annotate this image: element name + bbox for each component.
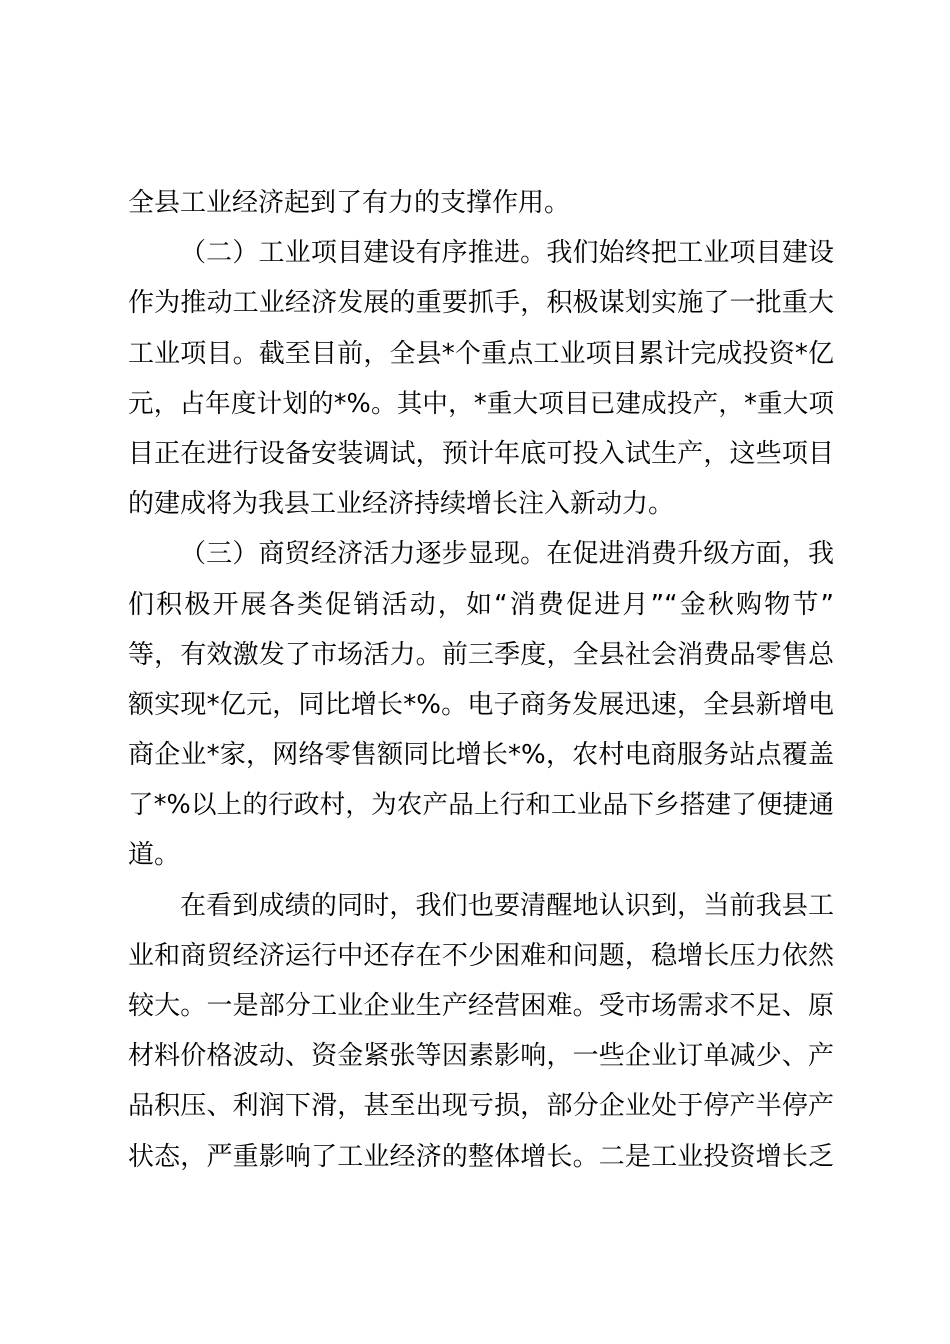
body-text (128, 178, 834, 1182)
text-line: 较大。一是部分工业企业生产经营困难。受市场需求不足、原 (128, 991, 834, 1021)
text-line: 目正在进行设备安装调试，预计年底可投入试生产，这些项目 (128, 438, 834, 469)
text-line: 材料价格波动、资金紧张等因素影响，一些企业订单减少、产 (128, 1041, 834, 1072)
text-line: 们积极开展各类促销活动，如“消费促进月”“金秋购物节” (128, 589, 834, 620)
text-line: 的建成将为我县工业经济持续增长注入新动力。 (128, 489, 675, 520)
text-line: 工业项目。截至目前，全县*个重点工业项目累计完成投资*亿 (128, 338, 834, 369)
text-line: 道。 (128, 840, 181, 871)
text-line: 等，有效激发了市场活力。前三季度，全县社会消费品零售总 (128, 639, 834, 670)
text-line: 了*%以上的行政村，为农产品上行和工业品下乡搭建了便捷通 (128, 790, 834, 821)
text-line: 品积压、利润下滑，甚至出现亏损，部分企业处于停产半停产 (128, 1091, 834, 1122)
text-line: 状态，严重影响了工业经济的整体增长。二是工业投资增长乏 (128, 1141, 834, 1172)
text-line: 元，占年度计划的*%。其中，*重大项目已建成投产，*重大项 (128, 388, 834, 419)
text-line: 额实现*亿元，同比增长*%。电子商务发展迅速，全县新增电 (128, 689, 834, 720)
text-line: 作为推动工业经济发展的重要抓手，积极谋划实施了一批重大 (128, 288, 834, 319)
text-line: 在看到成绩的同时，我们也要清醒地认识到，当前我县工 (180, 890, 834, 921)
text-line: （二）工业项目建设有序推进。我们始终把工业项目建设 (180, 238, 834, 269)
text-line: 商企业*家，网络零售额同比增长*%，农村电商服务站点覆盖 (128, 740, 834, 771)
text-line: 全县工业经济起到了有力的支撑作用。 (128, 188, 571, 218)
text-line: 业和商贸经济运行中还存在不少困难和问题，稳增长压力依然 (128, 940, 834, 971)
text-line: （三）商贸经济活力逐步显现。在促进消费升级方面，我 (180, 539, 834, 570)
